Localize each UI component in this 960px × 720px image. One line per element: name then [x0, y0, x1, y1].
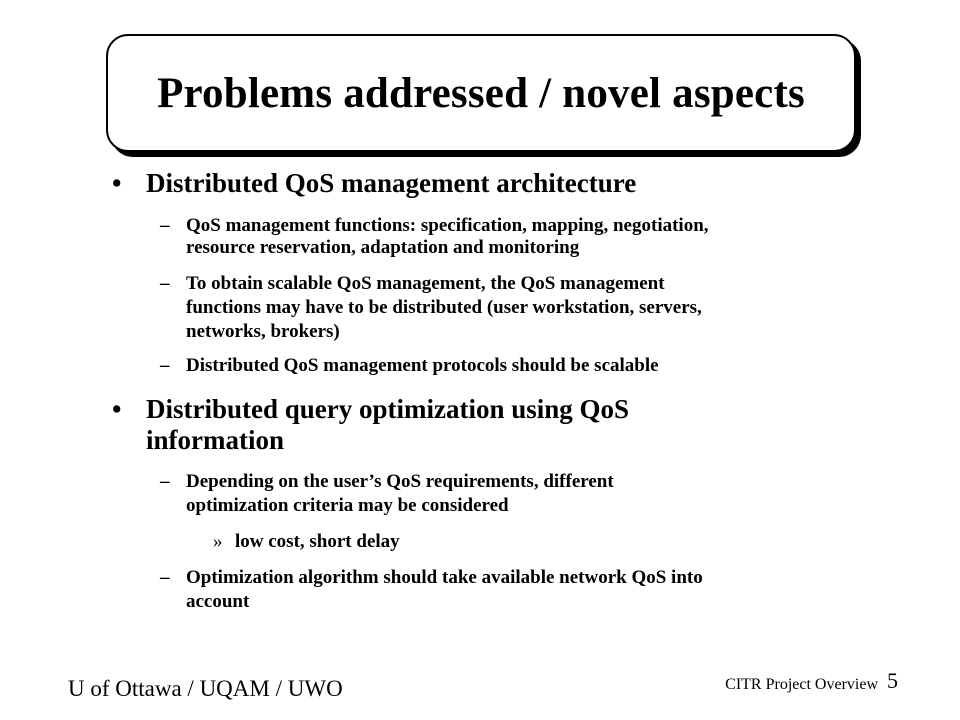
- slide-title: Problems addressed / novel aspects: [157, 69, 805, 117]
- sub-text-line: To obtain scalable QoS management, the QoS management: [186, 273, 665, 294]
- sub-text-line: QoS management functions: specification, mapping, negotiation,: [186, 215, 709, 236]
- bullet-text: Distributed QoS management architecture: [146, 168, 637, 198]
- dash-mark: –: [160, 273, 170, 294]
- dash-mark: –: [160, 355, 170, 376]
- sub-text-line: Distributed QoS management protocols should be scalable: [186, 355, 659, 376]
- bullet-mark: •: [112, 168, 122, 198]
- sub-text-line: networks, brokers): [186, 321, 340, 342]
- bullet-text: Distributed query optimization using QoS: [146, 394, 630, 424]
- title-box: [106, 34, 856, 152]
- sub-text-line: resource reservation, adaptation and monitoring: [186, 237, 580, 258]
- sub-text-line: Optimization algorithm should take available network QoS into: [186, 567, 703, 588]
- dash-mark: –: [160, 471, 170, 492]
- sub-sub-text: low cost, short delay: [235, 531, 400, 552]
- bullet-mark: •: [112, 394, 122, 424]
- sub-text-line: functions may have to be distributed (user workstation, servers,: [186, 297, 702, 318]
- bullet-text: information: [146, 425, 284, 455]
- dash-mark: –: [160, 215, 170, 236]
- chevron-mark: »: [213, 531, 223, 552]
- footer-title: CITR Project Overview: [725, 676, 878, 693]
- dash-mark: –: [160, 567, 170, 588]
- sub-text-line: Depending on the user’s QoS requirements, different: [186, 471, 614, 492]
- page-number: 5: [887, 668, 898, 693]
- footer-institutions: U of Ottawa / UQAM / UWO: [68, 676, 343, 701]
- sub-text-line: optimization criteria may be considered: [186, 495, 509, 516]
- sub-text-line: account: [186, 591, 250, 612]
